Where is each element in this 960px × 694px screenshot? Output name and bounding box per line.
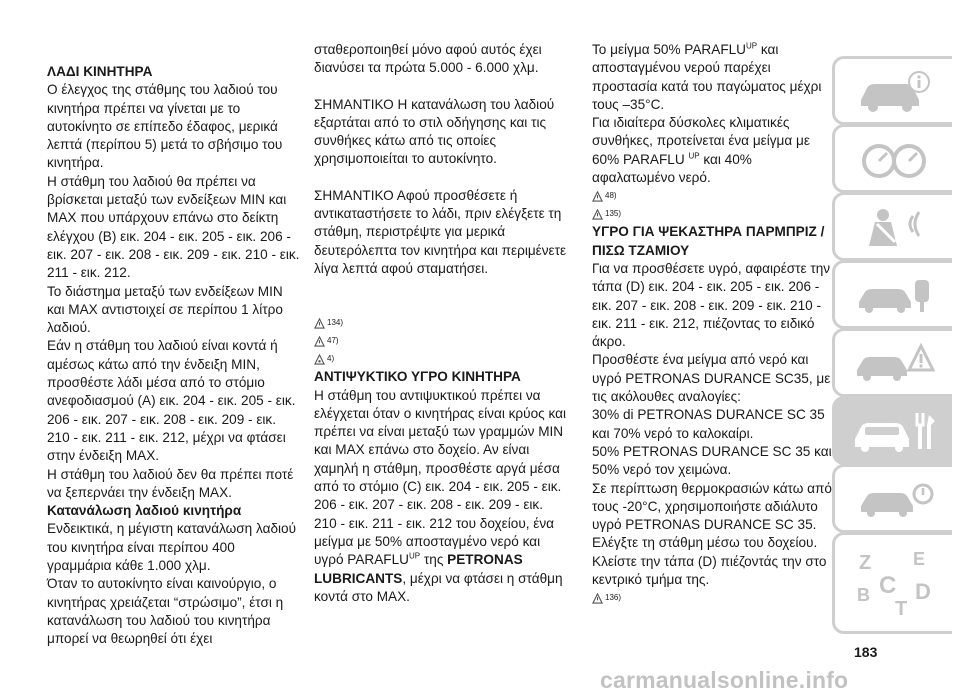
car-info-icon bbox=[853, 70, 935, 112]
warning-triangle-icon bbox=[592, 593, 603, 604]
column-3 bbox=[592, 41, 832, 607]
washer-para-6: Ελέγξτε τη στάθμη μέσω του δοχείου. bbox=[592, 535, 818, 551]
warning-triangle-icon bbox=[314, 318, 325, 329]
washer-para-3: 30% di PETRONAS DURANCE SC 35 και 70% νερό το καλοκαίρι. bbox=[592, 407, 825, 441]
index-letter-c: C bbox=[878, 572, 896, 599]
car-key-icon bbox=[853, 274, 935, 316]
washer-para-4: 50% PETRONAS DURANCE SC 35 και 50% νερό τον χειμώνα. bbox=[592, 443, 832, 478]
tab-car-key[interactable] bbox=[832, 260, 952, 329]
tab-dashboard[interactable] bbox=[832, 124, 952, 193]
index-letter-z: Z bbox=[858, 552, 871, 574]
tab-safety[interactable] bbox=[832, 192, 952, 261]
coolant-mix-para-2: Για ιδιαίτερα δύσκολες κλιματικές συνθήκες, προτείνεται ένα μείγμα με 60% PARAFLU $^{UP}$ και 40% αφαλατωμένο νερό. bbox=[592, 115, 810, 186]
oil-para-4: Εάν η στάθμη του λαδιού είναι κοντά ή αμέσως κάτω από την ένδειξη MIN, προσθέστε λάδι μέσα από το στόμιο ανεφοδιασμού (A) εικ. 204 - εικ. 205 - εικ. 206 - εικ. 207 - εικ. 208 - εικ. 209 - εικ. 210 - εικ. 211 - εικ. 212, μέχρι να φτάσει στην ένδειξη MAX. bbox=[47, 338, 296, 464]
oil-para-3: Το διάστημα μεταξύ των ενδείξεων MIN και MAX αντιστοιχεί σε περίπου 1 λίτρο λαδιού. bbox=[47, 283, 283, 336]
tab-car-warning[interactable] bbox=[832, 328, 952, 397]
warning-ref-136: 136) bbox=[592, 589, 832, 607]
oil-para-1: Ο έλεγχος της στάθμης του λαδιού του κινητήρα πρέπει να γίνεται με το αυτοκίνητο σε επίπεδο έδαφος, μερικά λεπτά (περίπου 5) μετά το σβήσιμο του κινητήρα. bbox=[47, 82, 283, 171]
tab-data[interactable] bbox=[832, 464, 952, 533]
page-number: 183 bbox=[854, 644, 878, 660]
important-note-1: ΣΗΜΑΝΤΙΚΟ Η κατανάλωση του λαδιού εξαρτάται από το στιλ οδήγησης και τις συνθήκες κάτω από τις οποίες χρησιμοποιείται το αυτοκίνητο. bbox=[314, 96, 555, 167]
index-icon bbox=[849, 543, 939, 623]
index-letter-d: D bbox=[914, 579, 931, 604]
oil-para-5: Η στάθμη του λαδιού δεν θα πρέπει ποτέ να ξεπερνάει την ένδειξη MAX. bbox=[47, 466, 294, 500]
caution-triangle-icon bbox=[314, 336, 325, 347]
car-maintenance-icon bbox=[851, 409, 937, 453]
caution-ref-47: 47) bbox=[314, 332, 569, 350]
oil-consumption-heading: Κατανάλωση λαδιού κινητήρα bbox=[47, 503, 242, 519]
washer-para-5: Σε περίπτωση θερμοκρασιών κάτω από τους -20°C, χρησιμοποιήστε αδιάλυτο υγρό PETRONAS DURANCE SC 35. bbox=[592, 480, 832, 533]
safety-icon bbox=[853, 206, 935, 248]
tab-index[interactable] bbox=[832, 532, 952, 634]
warning-ref-134: 134) bbox=[314, 314, 569, 332]
environment-ref-4: 4) bbox=[314, 350, 569, 368]
index-letter-t: T bbox=[894, 598, 907, 620]
oil-para-6: Ενδεικτικά, η μέγιστη κατανάλωση λαδιού του κινητήρα είναι περίπου 400 γραμμάρια κάθε 1.000 χλμ. bbox=[47, 521, 297, 574]
washer-para-2: Προσθέστε ένα μείγμα από νερό και υγρό PETRONAS DURANCE SC35, με τις ακόλουθες αναλογίες: bbox=[592, 352, 831, 405]
caution-ref-48: 48) bbox=[592, 187, 832, 205]
oil-para-2: Η στάθμη του λαδιού θα πρέπει να βρίσκεται μεταξύ των ενδείξεων MIN και MAX που υπάρχουν επάνω στο δείκτη ελέγχου (B) εικ. 204 - εικ. 205 - εικ. 206 - εικ. 207 - εικ. 208 - εικ. 209 - εικ. 210 - εικ. 211 - εικ. 212. bbox=[47, 173, 300, 281]
warning-triangle-icon bbox=[592, 209, 603, 220]
oil-heading: ΛΑΔΙ ΚΙΝΗΤΗΡΑ bbox=[47, 64, 153, 79]
index-letter-b: B bbox=[856, 585, 870, 605]
oil-para-7: Όταν το αυτοκίνητο είναι καινούργιο, ο κινητήρας χρειάζεται “στρώσιμο”, έτσι η κατανάλωση του λαδιού του κινητήρα μπορεί να θεωρηθεί ότι έχει bbox=[47, 576, 284, 647]
column-1 bbox=[47, 63, 302, 649]
environment-icon bbox=[314, 354, 325, 365]
coolant-heading: ΑΝΤΙΨΥΚΤΙΚΟ ΥΓΡΟ ΚΙΝΗΤΗΡΑ bbox=[314, 369, 521, 385]
coolant-para: Η στάθμη του αντιψυκτικού πρέπει να ελέγχεται όταν ο κινητήρας είναι κρύος και πρέπει να είναι μεταξύ των γραμμών MIN και MAX επάνω στο δοχείο. Αν είναι χαμηλή η στάθμη, προσθέστε αργά μέσα από το στόμιο (C) εικ. 204 - εικ. 205 - εικ. 206 - εικ. 207 - εικ. 208 - εικ. 209 - εικ. 210 - εικ. 211 - εικ. 212 του δοχείου, ένα μείγμα με 50% αποσταγμένο νερό και υγρό $PARAFLU^{UP}$ της PETRONAS LUBRICANTS, μέχρι να φτάσει η στάθμη κοντά στο MAX. bbox=[314, 387, 566, 604]
tab-car-info[interactable] bbox=[832, 56, 952, 125]
index-letter-e: E bbox=[912, 549, 925, 569]
warning-ref-135: 135) bbox=[592, 205, 832, 223]
tab-car-maintenance[interactable] bbox=[832, 396, 952, 465]
dashboard-icon bbox=[853, 139, 935, 179]
important-note-2: ΣΗΜΑΝΤΙΚΟ Αφού προσθέσετε ή αντικαταστήσετε το λάδι, πριν ελέγξετε τη στάθμη, περιστρέψτε για μερικά δευτερόλεπτα τον κινητήρα και περιμένετε λίγα λεπτά αφού σταματήσει. bbox=[314, 187, 567, 276]
washer-heading: ΥΓΡΟ ΓΙΑ ΨΕΚΑΣΤΗΡΑ ΠΑΡΜΠΡΙΖ / ΠΙΣΩ ΤΖΑΜΙΟΥ bbox=[592, 224, 825, 258]
washer-para-7: Κλείστε την τάπα (D) πιέζοντάς την στο κεντρικό τμήμα της. bbox=[592, 553, 827, 588]
car-warning-icon bbox=[853, 342, 935, 384]
caution-triangle-icon bbox=[592, 191, 603, 202]
data-icon bbox=[853, 478, 935, 520]
oil-continued-para: σταθεροποιηθεί μόνο αφού αυτός έχει διανύσει τα πρώτα 5.000 - 6.000 χλμ. bbox=[314, 42, 542, 76]
watermark: carmanualsonline.info bbox=[600, 667, 849, 693]
coolant-mix-para-1: Το μείγμα 50% $PARAFLU^{UP}$ και αποσταγμένου νερού παρέχει προστασία κατά του παγώματος μέχρι τους –35°C. bbox=[592, 41, 822, 112]
column-2 bbox=[314, 41, 569, 606]
washer-para-1: Για να προσθέσετε υγρό, αφαιρέστε την τάπα (D) εικ. 204 - εικ. 205 - εικ. 206 - εικ. 207 - εικ. 208 - εικ. 209 - εικ. 210 - εικ. 211 - εικ. 212, πιέζοντας το ειδικό άκρο. bbox=[592, 260, 831, 350]
